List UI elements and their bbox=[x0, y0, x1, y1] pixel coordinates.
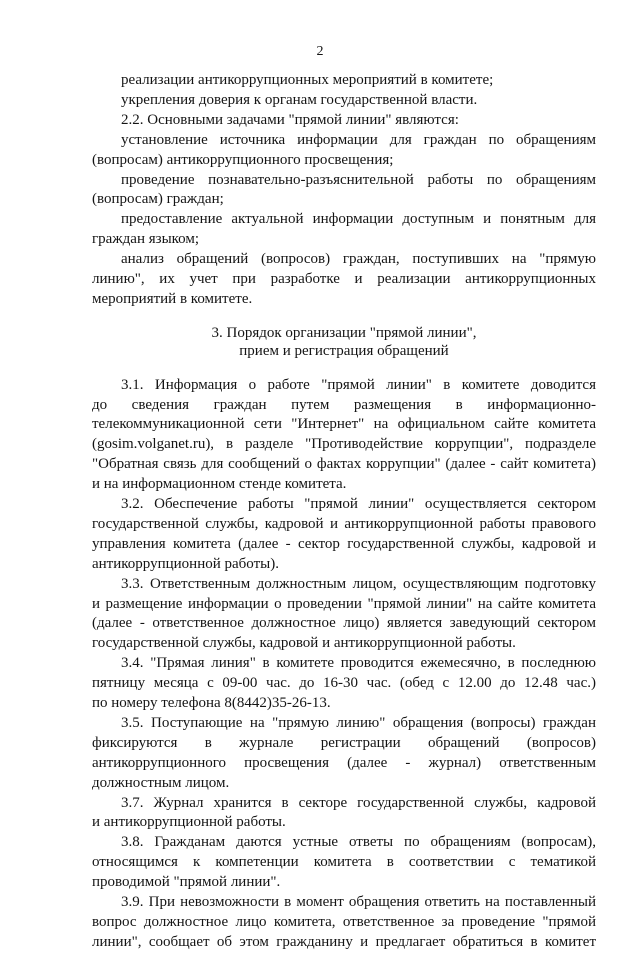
text-line: (вопросам) граждан; bbox=[92, 191, 224, 207]
page-number: 2 bbox=[316, 44, 324, 59]
text-line: пятницу месяца с 09-00 час. до 16-30 час. (обед с 12.00 до 12.48 час.) bbox=[92, 675, 596, 691]
text-line: должностным лицом. bbox=[92, 775, 230, 791]
text-line: граждан языком; bbox=[92, 231, 200, 247]
text-line: государственной службы, кадровой и антикоррупционной работы правового bbox=[92, 516, 596, 532]
text-line: антикоррупционной работы). bbox=[92, 556, 279, 572]
text-line: и антикоррупционной работы. bbox=[92, 814, 286, 830]
text-line: управления комитета (далее - сектор государственной службы, кадровой и bbox=[92, 536, 596, 552]
section-heading: 3. Порядок организации "прямой линии", bbox=[211, 325, 477, 341]
text-line: "Обратная связь для сообщений о фактах коррупции" (далее - сайт комитета) bbox=[92, 456, 596, 472]
text-line: 3.9. При невозможности в момент обращения ответить на поставленный bbox=[121, 894, 596, 910]
text-line: и на информационном стенде комитета. bbox=[92, 476, 347, 492]
text-line: укрепления доверия к органам государственной власти. bbox=[121, 92, 478, 108]
text-line: установление источника информации для граждан по обращениям bbox=[121, 132, 596, 148]
text-line: до сведения граждан путем размещения в информационно- bbox=[92, 397, 596, 413]
text-line: фиксируются в журнале регистрации обращений (вопросов) bbox=[92, 735, 596, 751]
text-line: 3.4. "Прямая линия" в комитете проводится ежемесячно, в последнюю bbox=[121, 655, 596, 671]
text-line: (gosim.volganet.ru), в разделе "Противодействие коррупции", подразделе bbox=[92, 436, 596, 452]
text-line: 2.2. Основными задачами "прямой линии" являются: bbox=[121, 112, 459, 128]
text-line: телекоммуникационной сети "Интернет" на официальном сайте комитета bbox=[92, 416, 596, 432]
text-line: 3.3. Ответственным должностным лицом, осуществляющим подготовку bbox=[121, 576, 596, 592]
text-line: государственной службы, кадровой и антикоррупционной работы. bbox=[92, 635, 516, 651]
text-line: вопрос должностное лицо комитета, ответственное за проведение "прямой bbox=[92, 914, 596, 930]
text-line: 3.1. Информация о работе "прямой линии" в комитете доводится bbox=[121, 377, 596, 393]
text-line: 3.5. Поступающие на "прямую линию" обращения (вопросы) граждан bbox=[121, 715, 596, 731]
text-line: относящимся к компетенции комитета в соответствии с тематикой bbox=[92, 854, 596, 870]
text-line: проведение познавательно-разъяснительной работы по обращениям bbox=[121, 172, 596, 188]
text-line: 3.7. Журнал хранится в секторе государственной службы, кадровой bbox=[121, 795, 596, 811]
text-line: и размещение информации о проведении "прямой линии" на сайте комитета bbox=[92, 596, 596, 612]
text-line: линии", сообщает об этом гражданину и предлагает обратиться в комитет bbox=[92, 934, 596, 950]
text-line: (далее - ответственное должностное лицо) является заведующий сектором bbox=[92, 615, 596, 631]
text-line: антикоррупционного просвещения (далее - журнал) ответственным bbox=[92, 755, 596, 771]
text-line: по номеру телефона 8(8442)35-26-13. bbox=[92, 695, 331, 711]
text-line: (вопросам) антикоррупционного просвещения; bbox=[92, 152, 394, 168]
text-line: 3.8. Гражданам даются устные ответы по обращениям (вопросам), bbox=[121, 834, 596, 850]
text-line: мероприятий в комитете. bbox=[92, 291, 253, 307]
text-line: предоставление актуальной информации доступным и понятным для bbox=[121, 211, 596, 227]
text-line: линию", их учет при разработке и реализации антикоррупционных bbox=[92, 271, 596, 287]
text-line: реализации антикоррупционных мероприятий в комитете; bbox=[121, 72, 494, 88]
text-line: анализ обращений (вопросов) граждан, поступивших на "прямую bbox=[121, 251, 596, 267]
text-line: 3.2. Обеспечение работы "прямой линии" осуществляется сектором bbox=[121, 496, 596, 512]
section-heading: прием и регистрация обращений bbox=[239, 343, 449, 359]
text-line: проводимой "прямой линии". bbox=[92, 874, 281, 890]
